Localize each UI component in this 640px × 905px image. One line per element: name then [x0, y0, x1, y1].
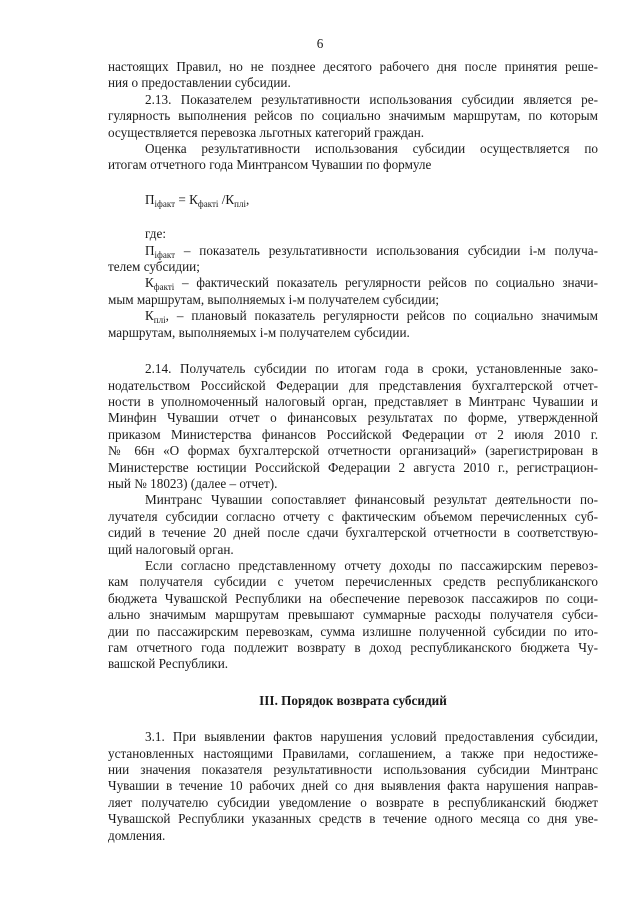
text-line: вашской Республики. [108, 656, 229, 672]
formula-eq: = [175, 191, 190, 207]
formula-p: П [145, 191, 155, 207]
text-line: приказом Министерства финансов Российской Федерации от 2 июля 2010 г. [108, 426, 598, 442]
text-line: гам отчетного года подлежит возврату в доход республиканского бюджета Чу- [108, 640, 598, 655]
definition-line: телем субсидии; [108, 259, 200, 275]
text-line: 3.1. При выявлении фактов нарушения условий предоставления субсидии, [145, 729, 598, 745]
text-line: лучателя субсидии согласно отчету с фактическим объемом перечисленных суб- [108, 508, 598, 524]
text-line: нодательством Российской Федерации для представления бухгалтерской отчет- [108, 377, 598, 393]
text-line: осуществляется перевозка льготных категорий граждан. [108, 124, 425, 140]
text-line: кам получателя субсидии с учетом перечисленных средств республиканского [108, 574, 598, 590]
def-text: – показатель результативности использования субсидии i-м получа- [175, 242, 598, 258]
definition-line [108, 308, 598, 324]
definition-line [108, 275, 598, 291]
text-line: дии по пассажирским перевозкам, сумма излишне полученной субсидии по ито- [108, 623, 598, 639]
text-line: ности в уполномоченный налоговый орган, представляет в Минтранс Чувашии и [108, 393, 598, 409]
text-line: 2.13. Показателем результативности использования субсидии является ре- [145, 91, 598, 107]
text-line: Чувашской Республики указанных средств в течение одного месяца со дня уве- [108, 811, 598, 827]
text-line: ляет получателю субсидии уведомление о возврате в республиканский бюджет [108, 794, 598, 810]
page-body [108, 59, 598, 844]
text-line: щий налоговый орган. [108, 541, 234, 557]
def-symbol: К [145, 275, 154, 291]
text-line: бюджета Чувашской Республики на обеспечение перевозок пассажиров по соци- [108, 590, 598, 606]
text-line: Министерстве юстиции Российской Федерации 2 августа 2010 г., регистрацион- [108, 459, 598, 475]
text-line: ния о предоставлении субсидии. [108, 75, 291, 91]
formula-p-sub: iфакт [154, 198, 176, 209]
formula-k1: К [189, 191, 198, 207]
text-line: ный № 18023) (далее – отчет). [108, 475, 278, 491]
text-line: домления. [108, 827, 166, 843]
section-heading: III. Порядок возврата субсидий [259, 692, 447, 708]
def-symbol-sub: плі [153, 315, 166, 326]
text-line: Чувашии в течение 10 рабочих дней со дня выявления факта нарушения направ- [108, 778, 598, 794]
def-text: – фактический показатель регулярности рейсов по социально значи- [174, 275, 598, 291]
definition-line: мым маршрутам, выполняемых i-м получателем субсидии; [108, 291, 440, 307]
formula [108, 192, 598, 208]
text-line: Если согласно представленному отчету доходы по пассажирским перевоз- [145, 557, 598, 573]
text-line: сидий в течение 20 дней после сдачи бухгалтерской отчетности в соответствую- [108, 525, 598, 541]
formula-tail: , [245, 191, 250, 207]
formula-k2: К [225, 191, 235, 207]
formula-k2-sub: плі [234, 198, 246, 209]
text-line: № 66н «О формах бухгалтерской отчетности организаций» (зарегистрирован в [108, 443, 598, 459]
text-line: Минтранс Чувашии сопоставляет финансовый результат деятельности по- [145, 492, 598, 508]
definition-line [108, 243, 598, 259]
def-text: , – плановый показатель регулярности рейсов по социально значимым [165, 308, 598, 324]
definition-line: маршрутам, выполняемых i-м получателем субсидии. [108, 324, 410, 340]
formula-slash: / [218, 191, 226, 207]
def-symbol-sub: факті [153, 282, 175, 293]
page-number: 6 [316, 36, 324, 51]
def-symbol-sub: iфакт [154, 249, 176, 260]
text-line: Минфин Чувашии отчет о финансовых результатах по форме, утвержденной [108, 410, 598, 426]
text-line: итогам отчетного года Минтрансом Чувашии по формуле [108, 157, 432, 173]
text-line: Оценка результативности использования субсидии осуществляется по [145, 141, 598, 157]
text-line: ально значимым маршрутам превышают суммарные расходы получателя субси- [108, 607, 598, 623]
spacer [108, 341, 598, 361]
formula-k1-sub: факті [197, 198, 219, 209]
where-label: где: [145, 226, 166, 242]
spacer [108, 709, 598, 729]
def-symbol: П [145, 242, 155, 258]
text-line: гулярность выполнения рейсов по социально значимым маршрутам, по которым [108, 108, 598, 124]
text-line: нии значения показателя результативности использования субсидии Минтранс [108, 762, 598, 778]
spacer [108, 673, 598, 693]
text-line: установленных настоящими Правилами, соглашением, а также при недостиже- [108, 745, 598, 761]
text-line: 2.14. Получатель субсидии по итогам года в сроки, установленные зако- [145, 361, 598, 377]
text-line: настоящих Правил, но не позднее десятого рабочего дня после принятия реше- [108, 59, 598, 74]
def-symbol: К [145, 308, 154, 324]
